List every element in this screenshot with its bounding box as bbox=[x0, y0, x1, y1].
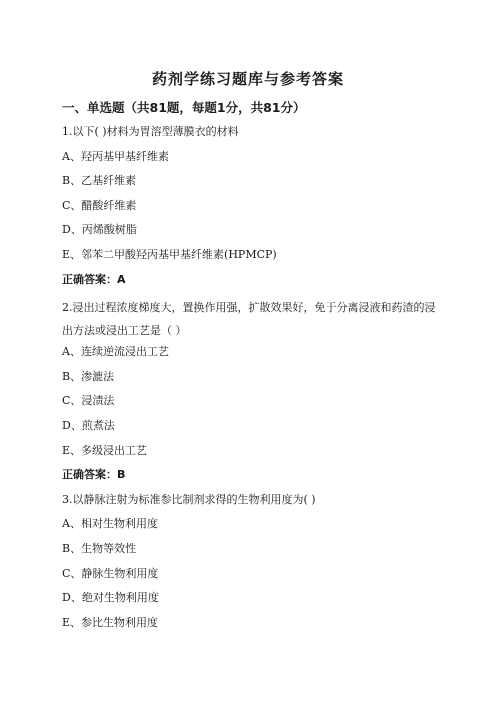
option-e: E、邻苯二甲酸羟丙基甲基纤维素(HPMCP) bbox=[62, 247, 277, 261]
option-a: A、相对生物利用度 bbox=[62, 517, 158, 531]
answer-line: 正确答案：A bbox=[62, 272, 126, 286]
section-heading: 一、单选题（共81题，每题1分，共81分） bbox=[62, 100, 306, 115]
question-stem: 3.以静脉注射为标准参比制剂求得的生物利用度为( ) bbox=[62, 492, 316, 506]
option-a: A、羟丙基甲基纤维素 bbox=[62, 149, 169, 163]
question-stem: 1.以下( )材料为胃溶型薄膜衣的材料 bbox=[62, 125, 239, 138]
option-b: B、渗漉法 bbox=[62, 369, 115, 383]
option-d: D、丙烯酸树脂 bbox=[62, 223, 137, 237]
option-e: E、多级浸出工艺 bbox=[62, 443, 148, 457]
option-e: E、参比生物利用度 bbox=[62, 615, 159, 629]
option-a: A、连续逆流浸出工艺 bbox=[62, 345, 169, 359]
option-d: D、煎煮法 bbox=[62, 418, 115, 432]
question-stem: 2.浸出过程浓度梯度大，置换作用强，扩散效果好，免于分离浸液和药渣的浸出方法或浸出工艺是（ ） bbox=[62, 301, 436, 338]
option-c: C、静脉生物利用度 bbox=[62, 566, 159, 580]
document-title: 药剂学练习题库与参考答案 bbox=[151, 70, 344, 88]
option-d: D、绝对生物利用度 bbox=[62, 591, 159, 605]
option-c: C、醋酸纤维素 bbox=[62, 198, 137, 212]
question-list bbox=[62, 124, 438, 639]
option-b: B、乙基纤维素 bbox=[62, 174, 137, 188]
answer-line: 正确答案：B bbox=[62, 468, 126, 482]
option-c: C、浸渍法 bbox=[62, 394, 115, 408]
option-b: B、生物等效性 bbox=[62, 541, 137, 555]
